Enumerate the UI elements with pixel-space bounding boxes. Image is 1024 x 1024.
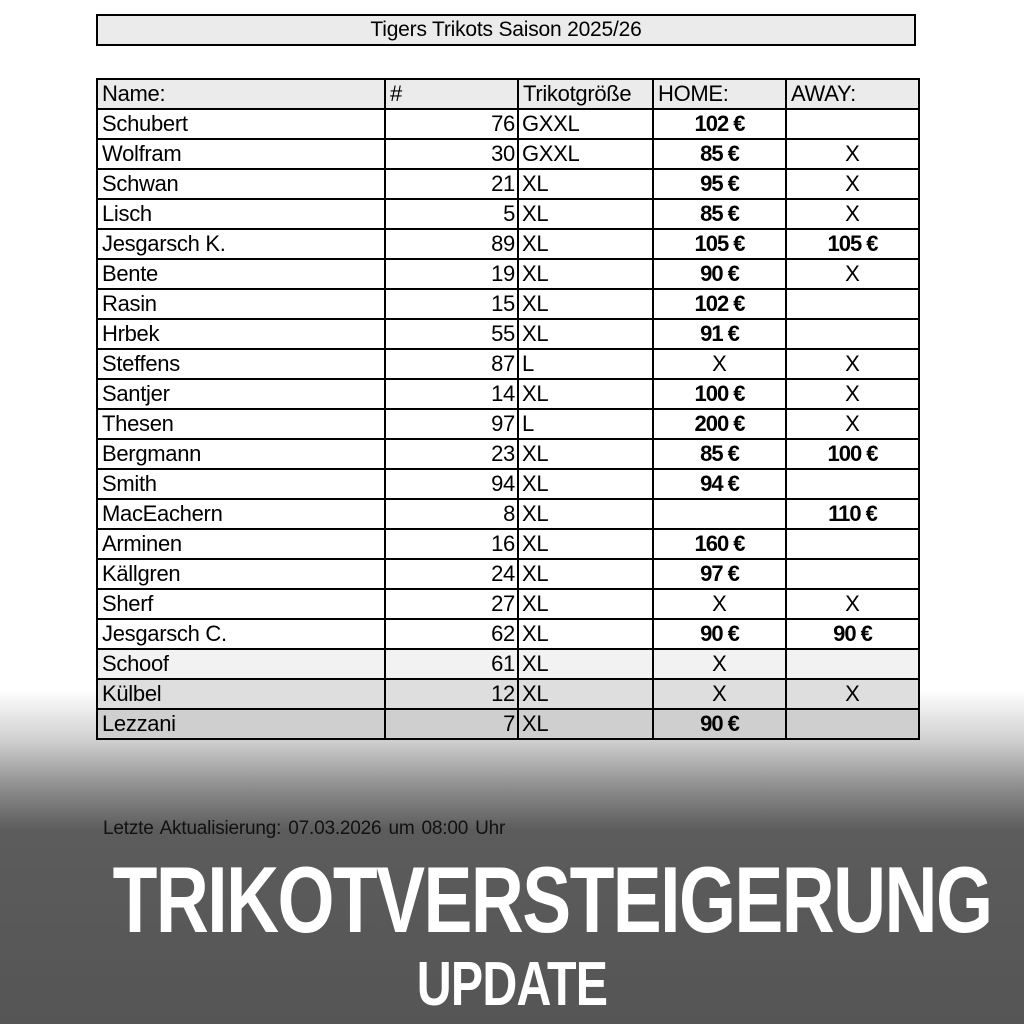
last-update-text: Letzte Aktualisierung: 07.03.2026 um 08:00 Uhr bbox=[103, 818, 506, 839]
number-cell: 61 bbox=[385, 649, 518, 679]
home-cell: 102 € bbox=[653, 109, 786, 139]
table-row bbox=[97, 619, 919, 649]
table-row bbox=[97, 469, 919, 499]
name-cell: Rasin bbox=[97, 289, 385, 319]
away-cell: X bbox=[786, 589, 919, 619]
home-cell: 85 € bbox=[653, 139, 786, 169]
table-row bbox=[97, 139, 919, 169]
home-cell: 200 € bbox=[653, 409, 786, 439]
name-cell: Santjer bbox=[97, 379, 385, 409]
away-cell bbox=[786, 289, 919, 319]
away-cell: X bbox=[786, 349, 919, 379]
table-row bbox=[97, 439, 919, 469]
away-cell bbox=[786, 709, 919, 739]
away-cell bbox=[786, 529, 919, 559]
home-cell: 97 € bbox=[653, 559, 786, 589]
number-cell: 8 bbox=[385, 499, 518, 529]
sheet-title-text: Tigers Trikots Saison 2025/26 bbox=[370, 18, 642, 41]
table-row bbox=[97, 589, 919, 619]
home-cell: 102 € bbox=[653, 289, 786, 319]
size-cell: XL bbox=[518, 259, 653, 289]
table-row bbox=[97, 559, 919, 589]
name-cell: Schwan bbox=[97, 169, 385, 199]
away-cell: X bbox=[786, 379, 919, 409]
size-cell: L bbox=[518, 409, 653, 439]
number-cell: 19 bbox=[385, 259, 518, 289]
header-number: # bbox=[385, 79, 518, 109]
table-row bbox=[97, 709, 919, 739]
headline: TRIKOTVERSTEIGERUNG bbox=[112, 847, 992, 952]
home-cell: 90 € bbox=[653, 709, 786, 739]
table-row bbox=[97, 379, 919, 409]
home-cell: 95 € bbox=[653, 169, 786, 199]
number-cell: 23 bbox=[385, 439, 518, 469]
name-cell: Smith bbox=[97, 469, 385, 499]
size-cell: XL bbox=[518, 649, 653, 679]
size-cell: XL bbox=[518, 499, 653, 529]
name-cell: Hrbek bbox=[97, 319, 385, 349]
number-cell: 15 bbox=[385, 289, 518, 319]
sheet-title bbox=[96, 14, 916, 46]
size-cell: XL bbox=[518, 289, 653, 319]
size-cell: XL bbox=[518, 439, 653, 469]
table-row bbox=[97, 169, 919, 199]
away-cell: X bbox=[786, 409, 919, 439]
number-cell: 55 bbox=[385, 319, 518, 349]
table-row bbox=[97, 529, 919, 559]
table-row bbox=[97, 319, 919, 349]
away-cell bbox=[786, 319, 919, 349]
name-cell: Steffens bbox=[97, 349, 385, 379]
away-cell: X bbox=[786, 199, 919, 229]
away-cell bbox=[786, 469, 919, 499]
size-cell: XL bbox=[518, 229, 653, 259]
home-cell: 100 € bbox=[653, 379, 786, 409]
away-cell: X bbox=[786, 679, 919, 709]
number-cell: 94 bbox=[385, 469, 518, 499]
table-row bbox=[97, 499, 919, 529]
table-row bbox=[97, 409, 919, 439]
jersey-auction-table bbox=[96, 78, 920, 740]
table-row bbox=[97, 109, 919, 139]
name-cell: Jesgarsch K. bbox=[97, 229, 385, 259]
home-cell: 94 € bbox=[653, 469, 786, 499]
size-cell: GXXL bbox=[518, 139, 653, 169]
name-cell: Bergmann bbox=[97, 439, 385, 469]
number-cell: 76 bbox=[385, 109, 518, 139]
away-cell bbox=[786, 559, 919, 589]
name-cell: Sherf bbox=[97, 589, 385, 619]
name-cell: Schoof bbox=[97, 649, 385, 679]
header-home: HOME: bbox=[653, 79, 786, 109]
size-cell: XL bbox=[518, 679, 653, 709]
name-cell: Bente bbox=[97, 259, 385, 289]
number-cell: 5 bbox=[385, 199, 518, 229]
table-row bbox=[97, 289, 919, 319]
name-cell: Källgren bbox=[97, 559, 385, 589]
name-cell: Wolfram bbox=[97, 139, 385, 169]
name-cell: Thesen bbox=[97, 409, 385, 439]
home-cell: X bbox=[653, 349, 786, 379]
number-cell: 7 bbox=[385, 709, 518, 739]
home-cell: X bbox=[653, 589, 786, 619]
away-cell: X bbox=[786, 169, 919, 199]
table-row bbox=[97, 649, 919, 679]
header-size: Trikotgröße bbox=[518, 79, 653, 109]
number-cell: 14 bbox=[385, 379, 518, 409]
home-cell: 160 € bbox=[653, 529, 786, 559]
number-cell: 62 bbox=[385, 619, 518, 649]
size-cell: XL bbox=[518, 619, 653, 649]
number-cell: 16 bbox=[385, 529, 518, 559]
size-cell: XL bbox=[518, 169, 653, 199]
home-cell: 85 € bbox=[653, 199, 786, 229]
number-cell: 97 bbox=[385, 409, 518, 439]
name-cell: Külbel bbox=[97, 679, 385, 709]
subheadline: UPDATE bbox=[416, 950, 608, 1019]
name-cell: MacEachern bbox=[97, 499, 385, 529]
number-cell: 24 bbox=[385, 559, 518, 589]
home-cell: X bbox=[653, 649, 786, 679]
away-cell: 110 € bbox=[786, 499, 919, 529]
size-cell: GXXL bbox=[518, 109, 653, 139]
away-cell bbox=[786, 649, 919, 679]
name-cell: Jesgarsch C. bbox=[97, 619, 385, 649]
name-cell: Arminen bbox=[97, 529, 385, 559]
name-cell: Schubert bbox=[97, 109, 385, 139]
home-cell: 90 € bbox=[653, 619, 786, 649]
away-cell: 105 € bbox=[786, 229, 919, 259]
size-cell: XL bbox=[518, 469, 653, 499]
away-cell: 90 € bbox=[786, 619, 919, 649]
home-cell bbox=[653, 499, 786, 529]
home-cell: 91 € bbox=[653, 319, 786, 349]
size-cell: XL bbox=[518, 589, 653, 619]
header-name: Name: bbox=[97, 79, 385, 109]
name-cell: Lisch bbox=[97, 199, 385, 229]
number-cell: 27 bbox=[385, 589, 518, 619]
home-cell: X bbox=[653, 679, 786, 709]
table-header-row bbox=[97, 79, 919, 109]
away-cell: X bbox=[786, 259, 919, 289]
away-cell bbox=[786, 109, 919, 139]
size-cell: XL bbox=[518, 199, 653, 229]
away-cell: X bbox=[786, 139, 919, 169]
size-cell: XL bbox=[518, 379, 653, 409]
size-cell: XL bbox=[518, 529, 653, 559]
table-row bbox=[97, 229, 919, 259]
number-cell: 89 bbox=[385, 229, 518, 259]
number-cell: 30 bbox=[385, 139, 518, 169]
home-cell: 90 € bbox=[653, 259, 786, 289]
header-away: AWAY: bbox=[786, 79, 919, 109]
table-row bbox=[97, 259, 919, 289]
table-body bbox=[97, 109, 919, 739]
name-cell: Lezzani bbox=[97, 709, 385, 739]
number-cell: 12 bbox=[385, 679, 518, 709]
size-cell: XL bbox=[518, 559, 653, 589]
size-cell: L bbox=[518, 349, 653, 379]
size-cell: XL bbox=[518, 319, 653, 349]
away-cell: 100 € bbox=[786, 439, 919, 469]
table-row bbox=[97, 199, 919, 229]
number-cell: 87 bbox=[385, 349, 518, 379]
table-row bbox=[97, 679, 919, 709]
home-cell: 85 € bbox=[653, 439, 786, 469]
size-cell: XL bbox=[518, 709, 653, 739]
home-cell: 105 € bbox=[653, 229, 786, 259]
table-row bbox=[97, 349, 919, 379]
number-cell: 21 bbox=[385, 169, 518, 199]
